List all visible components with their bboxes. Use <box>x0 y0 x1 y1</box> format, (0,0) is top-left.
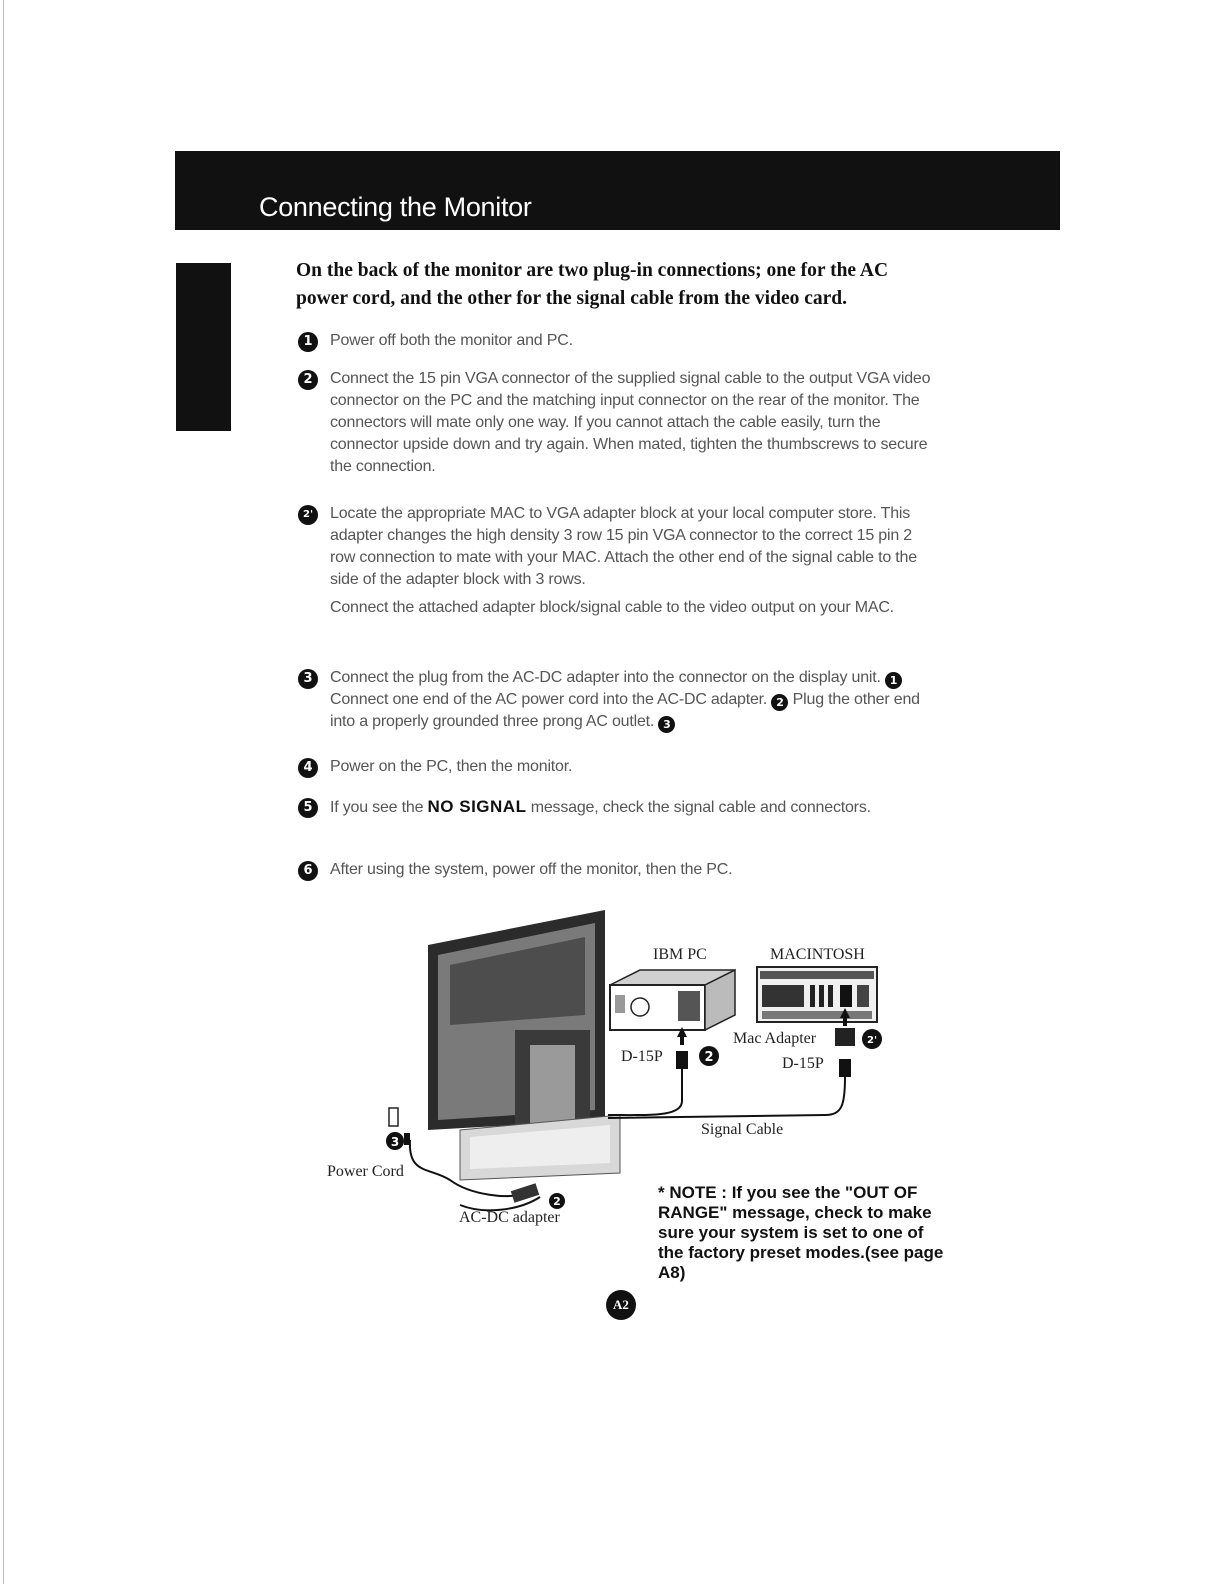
step-text: Connect the 15 pin VGA connector of the supplied signal cable to the output VGA video connector on the PC and the matching input connector on the rear of the monitor. The connectors will mate only one way. If you cannot attach the cable easily, turn the connector upside down and try again. When mated, tighten the thumbscrews to secure the connection. <box>330 370 931 475</box>
signal-cable-label: Signal Cable <box>701 1121 784 1138</box>
chapter-tab <box>176 263 231 431</box>
step-5-part-a: If you see the <box>330 799 424 816</box>
step-5-part-b: message, check the signal cable and connectors. <box>530 799 871 816</box>
no-signal-label: NO SIGNAL <box>427 797 527 816</box>
step-4 <box>298 756 938 778</box>
step-number: 5 <box>298 798 318 818</box>
mac-adapter-block <box>835 1028 855 1046</box>
step-text: Power off both the monitor and PC. <box>330 332 573 349</box>
out-of-range-note <box>658 1183 948 1283</box>
page-edge-rule <box>3 0 4 1584</box>
step-1 <box>298 330 938 352</box>
marker-2-adapter-text: 2 <box>553 1195 561 1208</box>
macintosh-label: MACINTOSH <box>770 946 865 963</box>
macintosh-illustration <box>757 967 877 1022</box>
marker-2-prime-text: 2' <box>866 1035 878 1046</box>
step-number: 1 <box>298 332 318 352</box>
power-cord-label: Power Cord <box>327 1163 404 1180</box>
power-plug-icon <box>404 1133 410 1145</box>
d15p-right-label: D-15P <box>782 1055 824 1072</box>
step-text <box>330 667 938 733</box>
signal-cable-mac <box>608 1077 845 1118</box>
step-2 <box>298 368 938 478</box>
signal-cable-pc <box>608 1069 682 1115</box>
acdc-adapter-label: AC-DC adapter <box>459 1209 560 1226</box>
note-text: If you see the "OUT OF RANGE" message, check to make sure your system is set to one of the factory preset modes.(see page A8) <box>658 1183 944 1282</box>
marker-3-text: 3 <box>390 1135 400 1149</box>
ibm-pc-label: IBM PC <box>653 946 707 963</box>
step-number: 2 <box>298 370 318 390</box>
intro-paragraph: On the back of the monitor are two plug-in connections; one for the AC power cord, and the other for the signal cable from the video card. <box>296 260 889 309</box>
step-text: Power on the PC, then the monitor. <box>330 758 573 775</box>
step-3-part-a: Connect the plug from the AC-DC adapter into the connector on the display unit. <box>330 669 881 686</box>
marker-1: 1 <box>885 672 902 689</box>
step-text: Locate the appropriate MAC to VGA adapter block at your local computer store. This adapter changes the high density 3 row 15 pin VGA connector to the correct 15 pin 2 row connection to mate with your MAC. Attach the other end of the signal cable to the side of the adapter block with 3 rows. <box>330 505 917 588</box>
d15p-left-label: D-15P <box>621 1048 663 1065</box>
page-title: Connecting the Monitor <box>259 192 532 222</box>
step-number: 4 <box>298 758 318 778</box>
d15p-plug-left <box>676 1051 688 1069</box>
step-5 <box>298 796 938 819</box>
step-number: 6 <box>298 861 318 881</box>
ibm-pc-illustration <box>610 970 735 1030</box>
step-text-continued: Connect the attached adapter block/signal cable to the video output on your MAC. <box>330 599 894 616</box>
step-3-part-b: Connect one end of the AC power cord into the AC-DC adapter. <box>330 691 768 708</box>
step-text <box>330 796 938 819</box>
monitor-illustration <box>428 910 620 1180</box>
marker-2-text: 2 <box>704 1050 714 1065</box>
step-3-part-c: Plug the other end into a properly grounded three prong AC outlet. <box>330 691 920 730</box>
outlet-icon <box>389 1108 398 1126</box>
marker-3: 3 <box>658 716 675 733</box>
marker-2: 2 <box>771 694 788 711</box>
mac-adapter-label: Mac Adapter <box>733 1030 817 1047</box>
step-6 <box>298 859 938 881</box>
step-number: 3 <box>298 669 318 689</box>
note-prefix: * NOTE : <box>658 1183 727 1202</box>
step-text: After using the system, power off the monitor, then the PC. <box>330 861 733 878</box>
step-2-prime <box>298 503 938 619</box>
step-3 <box>298 667 938 733</box>
section-banner <box>175 151 1060 230</box>
d15p-plug-right <box>839 1059 851 1077</box>
step-number: 2' <box>298 505 318 525</box>
page-number-badge: A2 <box>606 1290 636 1320</box>
